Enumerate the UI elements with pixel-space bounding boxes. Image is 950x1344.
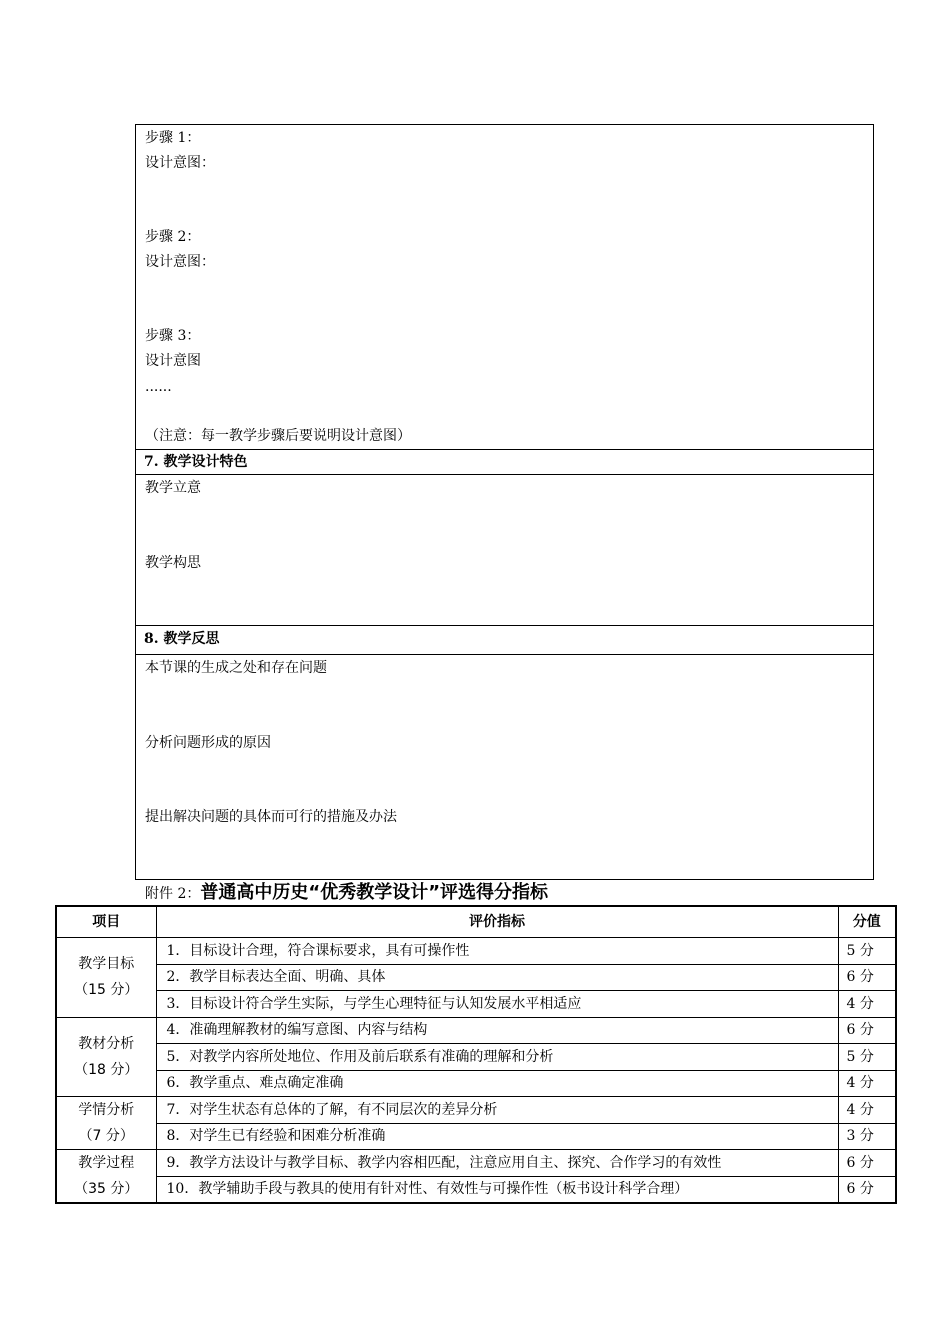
score-cell: 3 分 <box>838 1123 896 1150</box>
category-cell <box>56 1017 156 1097</box>
indicator-cell: 8．对学生已有经验和困难分析准确 <box>156 1123 838 1150</box>
header-score: 分值 <box>838 906 896 938</box>
reflection-line-2: 分析问题形成的原因 <box>145 735 271 751</box>
score-cell: 5 分 <box>838 1044 896 1071</box>
category-name: 教学目标 <box>78 956 135 973</box>
feature-line-1: 教学立意 <box>145 480 201 496</box>
category-name: 教材分析 <box>78 1035 135 1052</box>
category-name: 教学过程 <box>78 1155 135 1171</box>
reflection-line-3: 提出解决问题的具体而可行的措施及办法 <box>145 809 397 825</box>
feature-section-header <box>135 449 874 475</box>
step-1-intent: 设计意图： <box>145 155 215 171</box>
table-row <box>56 1044 896 1071</box>
feature-line-2: 教学构思 <box>145 555 201 571</box>
score-table <box>55 905 897 1204</box>
table-row <box>56 964 896 991</box>
score-cell: 5 分 <box>838 938 896 965</box>
reflection-section-title: 8. 教学反思 <box>144 631 220 647</box>
table-row <box>56 1123 896 1150</box>
feature-section-title: 7. 教学设计特色 <box>144 454 248 470</box>
reflection-line-1: 本节课的生成之处和存在问题 <box>145 660 327 676</box>
ellipsis: ...... <box>145 379 172 395</box>
category-name: 学情分析 <box>78 1102 135 1118</box>
table-row <box>56 1150 896 1177</box>
category-points: （35 分） <box>74 1181 139 1197</box>
score-cell: 6 分 <box>838 964 896 991</box>
table-header-row <box>56 906 896 938</box>
indicator-cell: 5．对教学内容所处地位、作用及前后联系有准确的理解和分析 <box>156 1044 838 1071</box>
indicator-cell: 3．目标设计符合学生实际，与学生心理特征与认知发展水平相适应 <box>156 991 838 1018</box>
category-points: （7 分） <box>78 1128 134 1144</box>
step-3-label: 步骤 3： <box>145 328 201 344</box>
indicator-cell: 1．目标设计合理，符合课标要求，具有可操作性 <box>156 938 838 965</box>
indicator-cell: 4．准确理解教材的编写意图、内容与结构 <box>156 1017 838 1044</box>
indicator-cell: 7．对学生状态有总体的了解，有不同层次的差异分析 <box>156 1097 838 1124</box>
reflection-section-header <box>135 625 874 655</box>
score-cell: 6 分 <box>838 1150 896 1177</box>
steps-note: （注意：每一教学步骤后要说明设计意图） <box>145 428 411 444</box>
step-1-label: 步骤 1： <box>145 130 201 146</box>
step-2-label: 步骤 2： <box>145 229 201 245</box>
table-row <box>56 991 896 1018</box>
indicator-cell: 2．教学目标表达全面、明确、具体 <box>156 964 838 991</box>
category-points: （15 分） <box>74 982 139 999</box>
table-row <box>56 1097 896 1124</box>
step-2-intent: 设计意图： <box>145 254 215 270</box>
indicator-cell: 9．教学方法设计与教学目标、教学内容相匹配，注意应用自主、探究、合作学习的有效性 <box>156 1150 838 1177</box>
table-row <box>56 1017 896 1044</box>
step-3-intent: 设计意图 <box>145 353 201 369</box>
appendix-caption <box>145 878 548 904</box>
score-cell: 6 分 <box>838 1176 896 1203</box>
indicator-cell: 6．教学重点、难点确定准确 <box>156 1070 838 1097</box>
appendix-title: 普通高中历史“优秀教学设计”评选得分指标 <box>200 882 549 903</box>
header-item: 项目 <box>56 906 156 938</box>
indicator-cell: 10．教学辅助手段与教具的使用有针对性、有效性与可操作性（板书设计科学合理） <box>156 1176 838 1203</box>
category-cell <box>56 938 156 1018</box>
score-cell: 4 分 <box>838 1070 896 1097</box>
category-points: （18 分） <box>74 1061 139 1078</box>
score-cell: 4 分 <box>838 1097 896 1124</box>
appendix-prefix: 附件 2： <box>145 886 201 902</box>
header-indicator: 评价指标 <box>156 906 838 938</box>
lesson-form <box>135 124 874 880</box>
table-row <box>56 1070 896 1097</box>
score-cell: 4 分 <box>838 991 896 1018</box>
category-cell <box>56 1097 156 1150</box>
score-cell: 6 分 <box>838 1017 896 1044</box>
table-row <box>56 938 896 965</box>
table-row <box>56 1176 896 1203</box>
category-cell <box>56 1150 156 1204</box>
